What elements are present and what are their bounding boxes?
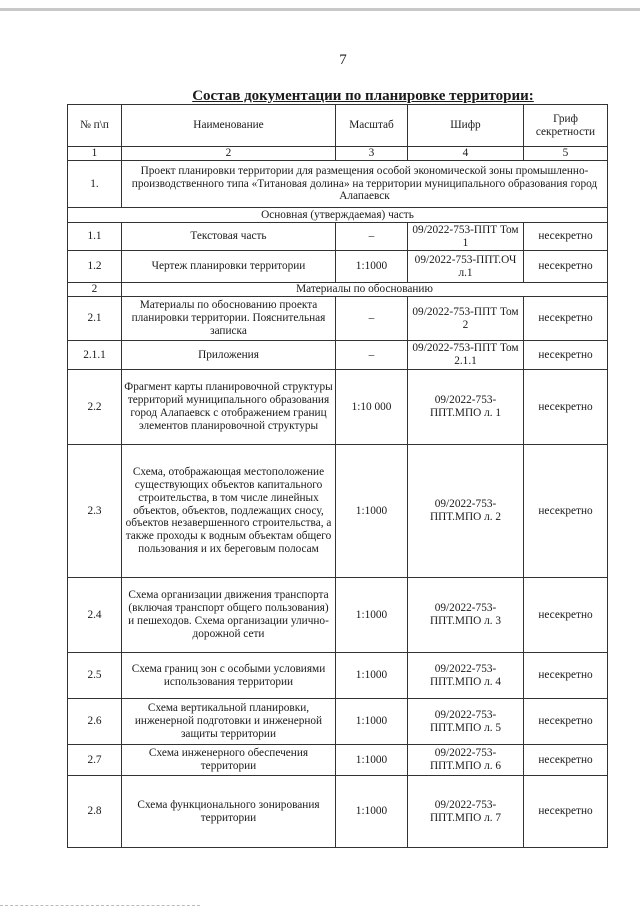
- row-num: 2.4: [68, 578, 122, 653]
- table-row: [68, 223, 608, 251]
- header-scale: Масштаб: [336, 105, 408, 147]
- row-name: Схема вертикальной планировки, инженерной подготовки и инженерной защиты территории: [122, 699, 336, 745]
- row-name: Материалы по обоснованию проекта планировки территории. Пояснительная записка: [122, 297, 336, 341]
- project-title: Проект планировки территории для размещения особой экономической зоны промышленно-производственного типа «Титановая долина» на территории муниципального образования город Алапаевск: [122, 161, 608, 208]
- column-number-row: [68, 147, 608, 161]
- header-secrecy: Гриф секретности: [524, 105, 608, 147]
- documentation-table: [67, 104, 608, 848]
- row-scale: 1:1000: [336, 699, 408, 745]
- table-row: [68, 297, 608, 341]
- row-scale: 1:1000: [336, 445, 408, 578]
- section-justification-num: 2: [68, 283, 122, 297]
- row-scale: 1:1000: [336, 251, 408, 283]
- row-scale: 1:1000: [336, 653, 408, 699]
- row-code: 09/2022-753-ППТ.МПО л. 4: [408, 653, 524, 699]
- row-num: 2.6: [68, 699, 122, 745]
- row-num: 1.1: [68, 223, 122, 251]
- row-name: Текстовая часть: [122, 223, 336, 251]
- row-secrecy: несекретно: [524, 578, 608, 653]
- bottom-scan-edge: [0, 905, 200, 908]
- row-scale: 1:1000: [336, 745, 408, 776]
- column-number: 3: [336, 147, 408, 161]
- section-main-label: Основная (утверждаемая) часть: [68, 208, 608, 223]
- row-code: 09/2022-753-ППТ.МПО л. 5: [408, 699, 524, 745]
- row-scale: –: [336, 297, 408, 341]
- row-num: 2.1: [68, 297, 122, 341]
- row-code: 09/2022-753-ППТ.ОЧ л.1: [408, 251, 524, 283]
- row-code: 09/2022-753-ППТ.МПО л. 3: [408, 578, 524, 653]
- row-code: 09/2022-753-ППТ.МПО л. 2: [408, 445, 524, 578]
- row-name: Схема границ зон с особыми условиями использования территории: [122, 653, 336, 699]
- header-code: Шифр: [408, 105, 524, 147]
- section-row: [68, 283, 608, 297]
- row-num: 2.5: [68, 653, 122, 699]
- page-number: 7: [339, 52, 347, 68]
- row-name: Схема инженерного обеспечения территории: [122, 745, 336, 776]
- column-number: 1: [68, 147, 122, 161]
- section-justification-label: Материалы по обоснованию: [122, 283, 608, 297]
- section-row: [68, 208, 608, 223]
- row-secrecy: несекретно: [524, 251, 608, 283]
- row-scale: 1:10 000: [336, 370, 408, 445]
- row-secrecy: несекретно: [524, 341, 608, 370]
- row-secrecy: несекретно: [524, 223, 608, 251]
- row-secrecy: несекретно: [524, 653, 608, 699]
- top-scan-edge: [0, 8, 640, 11]
- table-row: [68, 370, 608, 445]
- row-secrecy: несекретно: [524, 776, 608, 848]
- row-name: Схема организации движения транспорта (включая транспорт общего пользования) и пешеходов. Схема организации улично-дорожной сети: [122, 578, 336, 653]
- row-code: 09/2022-753-ППТ Том 1: [408, 223, 524, 251]
- table-row: [68, 745, 608, 776]
- row-num: 2.3: [68, 445, 122, 578]
- table-row: [68, 699, 608, 745]
- row-code: 09/2022-753-ППТ Том 2.1.1: [408, 341, 524, 370]
- row-secrecy: несекретно: [524, 445, 608, 578]
- row-num: 2.2: [68, 370, 122, 445]
- table-row: [68, 653, 608, 699]
- row-scale: –: [336, 341, 408, 370]
- row-code: 09/2022-753-ППТ.МПО л. 6: [408, 745, 524, 776]
- row-code: 09/2022-753-ППТ.МПО л. 1: [408, 370, 524, 445]
- row-num: 2.7: [68, 745, 122, 776]
- header-num: № п\п: [68, 105, 122, 147]
- row-name: Чертеж планировки территории: [122, 251, 336, 283]
- row-name: Фрагмент карты планировочной структуры территорий муниципального образования город Алапаевск с отображением границ элементов планировочной структуры: [122, 370, 336, 445]
- table-row: [68, 776, 608, 848]
- table-row: [68, 578, 608, 653]
- row-scale: 1:1000: [336, 578, 408, 653]
- row-num: 2.1.1: [68, 341, 122, 370]
- row-num: 2.8: [68, 776, 122, 848]
- project-num: 1.: [68, 161, 122, 208]
- row-code: 09/2022-753-ППТ Том 2: [408, 297, 524, 341]
- column-number: 4: [408, 147, 524, 161]
- row-scale: –: [336, 223, 408, 251]
- column-number: 2: [122, 147, 336, 161]
- row-name: Приложения: [122, 341, 336, 370]
- table-row: [68, 341, 608, 370]
- column-number: 5: [524, 147, 608, 161]
- table-row: [68, 445, 608, 578]
- row-scale: 1:1000: [336, 776, 408, 848]
- row-secrecy: несекретно: [524, 370, 608, 445]
- row-name: Схема функционального зонирования территории: [122, 776, 336, 848]
- table-row: [68, 251, 608, 283]
- row-secrecy: несекретно: [524, 745, 608, 776]
- project-row: [68, 161, 608, 208]
- table-header-row: [68, 105, 608, 147]
- row-name: Схема, отображающая местоположение существующих объектов капитального строительства, в том числе линейных объектов, объектов, подлежащих сносу, объектов незавершенного строительства, а также проходы к водным объектам общего пользования и их береговым полосам: [122, 445, 336, 578]
- row-num: 1.2: [68, 251, 122, 283]
- row-secrecy: несекретно: [524, 699, 608, 745]
- row-secrecy: несекретно: [524, 297, 608, 341]
- document-title: Состав документации по планировке территории:: [192, 88, 534, 104]
- header-name: Наименование: [122, 105, 336, 147]
- row-code: 09/2022-753-ППТ.МПО л. 7: [408, 776, 524, 848]
